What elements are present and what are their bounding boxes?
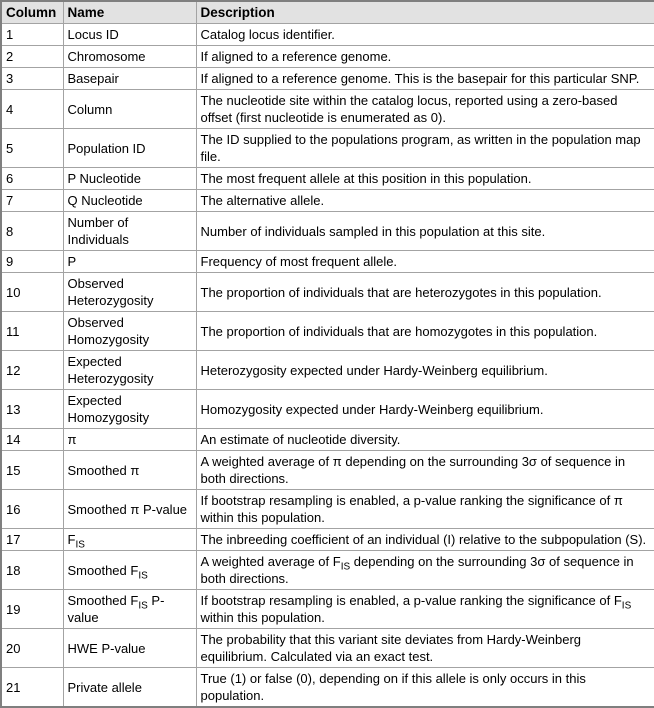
table-row	[1, 551, 654, 590]
cell-description: An estimate of nucleotide diversity.	[196, 429, 654, 451]
cell-column-number: 6	[1, 168, 63, 190]
table-row	[1, 46, 654, 68]
cell-name: P Nucleotide	[63, 168, 196, 190]
table-row	[1, 312, 654, 351]
cell-description: Frequency of most frequent allele.	[196, 251, 654, 273]
header-name: Name	[63, 1, 196, 24]
cell-column-number: 4	[1, 90, 63, 129]
table-row	[1, 529, 654, 551]
cell-column-number: 13	[1, 390, 63, 429]
cell-column-number: 12	[1, 351, 63, 390]
cell-column-number: 14	[1, 429, 63, 451]
cell-column-number: 9	[1, 251, 63, 273]
cell-name: Q Nucleotide	[63, 190, 196, 212]
cell-column-number: 15	[1, 451, 63, 490]
cell-column-number: 5	[1, 129, 63, 168]
cell-description: The proportion of individuals that are heterozygotes in this population.	[196, 273, 654, 312]
cell-description: Number of individuals sampled in this population at this site.	[196, 212, 654, 251]
cell-name: Expected Homozygosity	[63, 390, 196, 429]
cell-name: Smoothed $F_{IS}$ P-value	[63, 590, 196, 629]
table-row	[1, 629, 654, 668]
cell-column-number: 8	[1, 212, 63, 251]
cell-description: The inbreeding coefficient of an individual (I) relative to the subpopulation (S).	[196, 529, 654, 551]
table-row	[1, 490, 654, 529]
cell-column-number: 2	[1, 46, 63, 68]
table-row	[1, 129, 654, 168]
table-row	[1, 590, 654, 629]
cell-column-number: 18	[1, 551, 63, 590]
cell-description: The ID supplied to the populations program, as written in the population map file.	[196, 129, 654, 168]
cell-column-number: 11	[1, 312, 63, 351]
cell-name: Observed Heterozygosity	[63, 273, 196, 312]
cell-name: HWE P-value	[63, 629, 196, 668]
table-row	[1, 212, 654, 251]
cell-description: If bootstrap resampling is enabled, a p-value ranking the significance of $F_{IS}$ within this population.	[196, 590, 654, 629]
cell-description: The nucleotide site within the catalog locus, reported using a zero-based offset (first nucleotide is enumerated as 0).	[196, 90, 654, 129]
cell-name: Smoothed π	[63, 451, 196, 490]
cell-description: A weighted average of π depending on the surrounding 3σ of sequence in both directions.	[196, 451, 654, 490]
table-row	[1, 168, 654, 190]
table-row	[1, 68, 654, 90]
cell-column-number: 20	[1, 629, 63, 668]
cell-name: Chromosome	[63, 46, 196, 68]
cell-name: Smoothed $F_{IS}$	[63, 551, 196, 590]
table-row	[1, 251, 654, 273]
cell-name: Number of Individuals	[63, 212, 196, 251]
table-row	[1, 190, 654, 212]
cell-description: A weighted average of $F_{IS}$ depending on the surrounding 3σ of sequence in both directions.	[196, 551, 654, 590]
cell-description: Catalog locus identifier.	[196, 24, 654, 46]
cell-name: Population ID	[63, 129, 196, 168]
cell-name: Column	[63, 90, 196, 129]
table-row	[1, 273, 654, 312]
cell-name: P	[63, 251, 196, 273]
header-description: Description	[196, 1, 654, 24]
table-row	[1, 429, 654, 451]
table-row	[1, 668, 654, 708]
cell-name: Private allele	[63, 668, 196, 708]
cell-name: π	[63, 429, 196, 451]
table-row	[1, 24, 654, 46]
cell-description: Homozygosity expected under Hardy-Weinberg equilibrium.	[196, 390, 654, 429]
table-row	[1, 90, 654, 129]
cell-description: The probability that this variant site deviates from Hardy-Weinberg equilibrium. Calculated via an exact test.	[196, 629, 654, 668]
cell-description: The alternative allele.	[196, 190, 654, 212]
cell-column-number: 16	[1, 490, 63, 529]
cell-column-number: 7	[1, 190, 63, 212]
cell-description: Heterozygosity expected under Hardy-Weinberg equilibrium.	[196, 351, 654, 390]
table-row	[1, 390, 654, 429]
table-row	[1, 351, 654, 390]
cell-description: If aligned to a reference genome.	[196, 46, 654, 68]
table-header-row	[1, 1, 654, 24]
cell-name: Locus ID	[63, 24, 196, 46]
cell-column-number: 1	[1, 24, 63, 46]
cell-column-number: 19	[1, 590, 63, 629]
cell-description: If aligned to a reference genome. This is the basepair for this particular SNP.	[196, 68, 654, 90]
cell-description: If bootstrap resampling is enabled, a p-value ranking the significance of π within this population.	[196, 490, 654, 529]
table-row	[1, 451, 654, 490]
cell-description: The most frequent allele at this position in this population.	[196, 168, 654, 190]
cell-column-number: 17	[1, 529, 63, 551]
cell-description: True (1) or false (0), depending on if this allele is only occurs in this population.	[196, 668, 654, 708]
cell-name: Expected Heterozygosity	[63, 351, 196, 390]
cell-name: Observed Homozygosity	[63, 312, 196, 351]
cell-description: The proportion of individuals that are homozygotes in this population.	[196, 312, 654, 351]
cell-column-number: 3	[1, 68, 63, 90]
header-column: Column	[1, 1, 63, 24]
cell-column-number: 10	[1, 273, 63, 312]
cell-name: Smoothed π P-value	[63, 490, 196, 529]
cell-column-number: 21	[1, 668, 63, 708]
cell-name: Basepair	[63, 68, 196, 90]
cell-name: $F_{IS}$	[63, 529, 196, 551]
